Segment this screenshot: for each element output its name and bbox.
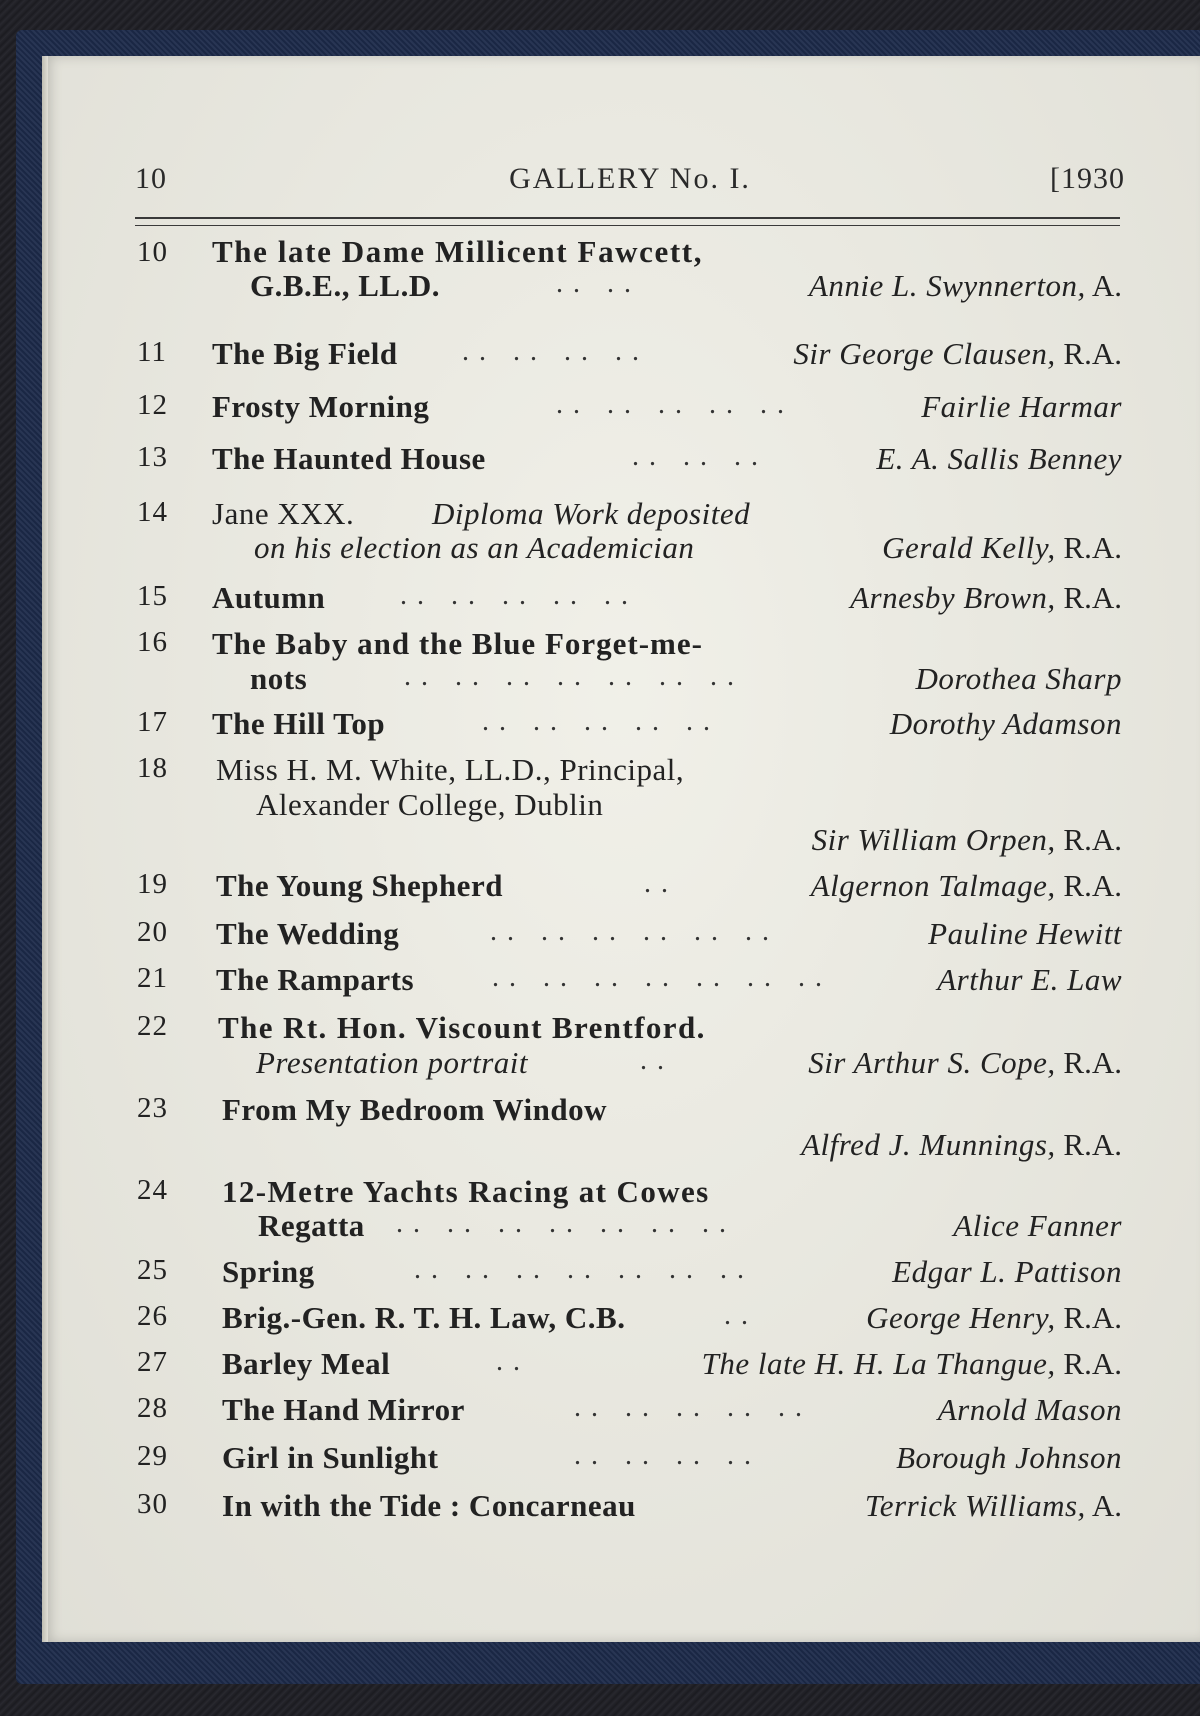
- leader-dots: .. .. .. .. ..: [574, 1392, 812, 1423]
- leader-dots: .. .. .. .. ..: [556, 389, 794, 420]
- entry-note: Presentation portrait: [256, 1045, 528, 1080]
- leader-dots: .. .. .. ..: [462, 336, 649, 367]
- artist-name: Fairlie Harmar: [921, 389, 1122, 424]
- entry-title: The Young Shepherd: [216, 868, 503, 903]
- leader-dots: .. .. .. .. .. .. ..: [414, 1254, 754, 1285]
- entry-title: The Wedding: [216, 916, 400, 951]
- entry-number: 12: [137, 389, 168, 421]
- entry-title: From My Bedroom Window: [222, 1092, 608, 1127]
- artist-name: The late H. H. La Thangue, R.A.: [701, 1346, 1122, 1381]
- artist-name: Arnesby Brown, R.A.: [850, 580, 1122, 615]
- entry-number: 11: [137, 336, 167, 368]
- entry-title: The Big Field: [212, 336, 398, 371]
- page-number: 10: [135, 162, 167, 195]
- artist-name: Arthur E. Law: [937, 962, 1122, 997]
- year-label: [1930: [1050, 162, 1125, 195]
- artist-name: Terrick Williams, A.: [864, 1488, 1122, 1523]
- artist-name: Annie L. Swynnerton, A.: [808, 268, 1122, 303]
- leader-dots: ..: [724, 1300, 758, 1331]
- leader-dots: ..: [640, 1045, 674, 1076]
- entry-title: Brig.-Gen. R. T. H. Law, C.B.: [222, 1300, 626, 1335]
- entry-number: 20: [137, 916, 168, 948]
- entry-title: The late Dame Millicent Fawcett,: [212, 234, 704, 269]
- entry-title: 12-Metre Yachts Racing at Cowes: [222, 1174, 710, 1209]
- entry-note-cont: on his election as an Academician: [254, 530, 695, 565]
- entry-title-cont: G.B.E., LL.D.: [250, 268, 440, 303]
- artist-name: E. A. Sallis Benney: [876, 441, 1122, 476]
- leader-dots: .. .. ..: [632, 441, 768, 472]
- artist-name: Alfred J. Munnings, R.A.: [801, 1127, 1122, 1162]
- artist-name: Pauline Hewitt: [928, 916, 1122, 951]
- entry-title: The Rt. Hon. Viscount Brentford.: [218, 1010, 706, 1045]
- gallery-title: GALLERY No. I.: [509, 162, 751, 195]
- entry-title: Barley Meal: [222, 1346, 391, 1381]
- entry-title: Miss H. M. White, LL.D., Principal,: [216, 752, 685, 787]
- entry-number: 30: [137, 1488, 168, 1520]
- leader-dots: .. .. .. ..: [574, 1440, 761, 1471]
- artist-name: Algernon Talmage, R.A.: [810, 868, 1122, 903]
- entry-number: 24: [137, 1174, 168, 1206]
- leader-dots: .. .. .. .. ..: [400, 580, 638, 611]
- entry-number: 22: [137, 1010, 168, 1042]
- entry-number: 13: [137, 441, 168, 473]
- entry-number: 29: [137, 1440, 168, 1472]
- entry-title: The Hand Mirror: [222, 1392, 465, 1427]
- entry-title: The Hill Top: [212, 706, 386, 741]
- entry-title-cont: Alexander College, Dublin: [256, 787, 604, 822]
- entry-title-cont: Regatta: [258, 1208, 365, 1243]
- entry-title: Girl in Sunlight: [222, 1440, 439, 1475]
- artist-name: Borough Johnson: [896, 1440, 1122, 1475]
- entry-number: 21: [137, 962, 168, 994]
- leader-dots: .. .. .. .. .. ..: [490, 916, 779, 947]
- entry-number: 17: [137, 706, 168, 738]
- entry-title: Frosty Morning: [212, 389, 430, 424]
- artist-name: Arnold Mason: [937, 1392, 1122, 1427]
- artist-name: Dorothy Adamson: [889, 706, 1122, 741]
- entry-number: 10: [137, 236, 168, 268]
- entry-number: 25: [137, 1254, 168, 1286]
- artist-name: Edgar L. Pattison: [892, 1254, 1122, 1289]
- entry-title: Jane XXX.: [212, 496, 355, 531]
- artist-name: Sir William Orpen, R.A.: [811, 822, 1122, 857]
- entry-title-cont: nots: [250, 661, 308, 696]
- leader-dots: ..: [496, 1346, 530, 1377]
- leader-dots: .. .. .. .. .. .. ..: [396, 1208, 736, 1239]
- entry-number: 15: [137, 580, 168, 612]
- entry-number: 28: [137, 1392, 168, 1424]
- leader-dots: .. .. .. .. .. .. ..: [404, 661, 744, 692]
- entry-number: 26: [137, 1300, 168, 1332]
- artist-name: Sir George Clausen, R.A.: [793, 336, 1122, 371]
- entry-title: In with the Tide : Concarneau: [222, 1488, 636, 1523]
- entry-title: The Ramparts: [216, 962, 415, 997]
- leader-dots: ..: [644, 868, 678, 899]
- entry-number: 27: [137, 1346, 168, 1378]
- entry-number: 23: [137, 1092, 168, 1124]
- entry-title: The Baby and the Blue Forget-me-: [212, 626, 703, 661]
- entry-number: 14: [137, 496, 168, 528]
- entry-title: Spring: [222, 1254, 315, 1289]
- entry-title: The Haunted House: [212, 441, 486, 476]
- leader-dots: .. ..: [556, 268, 641, 299]
- entry-title: Autumn: [212, 580, 326, 615]
- artist-name: Gerald Kelly, R.A.: [882, 530, 1122, 565]
- entry-number: 16: [137, 626, 168, 658]
- artist-name: Alice Fanner: [953, 1208, 1122, 1243]
- artist-name: Sir Arthur S. Cope, R.A.: [808, 1045, 1122, 1080]
- leader-dots: .. .. .. .. ..: [482, 706, 720, 737]
- entry-number: 18: [137, 752, 168, 784]
- entry-note: Diploma Work deposited: [432, 496, 751, 531]
- artist-name: George Henry, R.A.: [866, 1300, 1122, 1335]
- artist-name: Dorothea Sharp: [915, 661, 1122, 696]
- entry-number: 19: [137, 868, 168, 900]
- leader-dots: .. .. .. .. .. .. ..: [492, 962, 832, 993]
